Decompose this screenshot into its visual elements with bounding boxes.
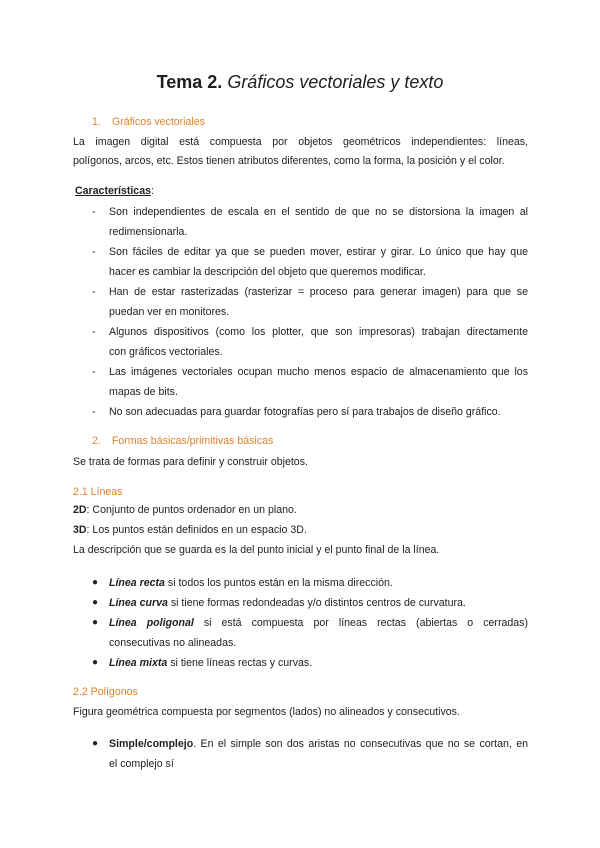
definition-3d	[73, 524, 307, 536]
title-italic: Gráficos vectoriales y texto	[227, 72, 444, 92]
feature-line2: con gráficos vectoriales.	[109, 346, 223, 358]
feature-line1: Son independientes de escala en el sentido de que no se distorsiona la imagen al	[109, 206, 528, 218]
subsection-lineas-heading: 2.1 Líneas	[73, 486, 123, 498]
dash-marker: -	[92, 286, 96, 298]
line-type-text: si todos los puntos están en la misma dirección.	[164, 577, 393, 589]
lineas-description: La descripción que se guarda es la del punto inicial y el punto final de la línea.	[73, 544, 440, 556]
section1-heading	[92, 116, 205, 128]
polygon-type-term: Simple/complejo	[109, 738, 194, 750]
line-type-text-line2: consecutivas no alineadas.	[109, 637, 237, 649]
line-type-text: si está compuesta por líneas rectas (abiertas o cerradas)	[193, 617, 528, 629]
feature-line1: Algunos dispositivos (como los plotter, que son impresoras) trabajan directamente	[109, 326, 528, 338]
section2-number: 2.	[92, 435, 101, 447]
bullet-marker: ●	[92, 577, 99, 588]
feature-line1: Son fáciles de editar ya que se pueden mover, estirar y girar. Lo único que hay que	[109, 246, 528, 258]
section2-intro: Se trata de formas para definir y construir objetos.	[73, 456, 308, 468]
poligonos-description: Figura geométrica compuesta por segmentos (lados) no alineados y consecutivos.	[73, 706, 460, 718]
definition-3d-label: 3D	[73, 524, 87, 536]
line-type-text: si tiene formas redondeadas y/o distintos centros de curvatura.	[167, 597, 466, 609]
feature-line1: Las imágenes vectoriales ocupan mucho menos espacio de almacenamiento que los	[109, 366, 528, 378]
subsection-poligonos-heading: 2.2 Polígonos	[73, 686, 138, 698]
line-type-term: Línea mixta	[109, 657, 168, 669]
definition-2d-label: 2D	[73, 504, 87, 516]
page-title	[0, 72, 600, 93]
section1-paragraph-line2: polígonos, arcos, etc. Estos tienen atributos diferentes, como la forma, la posición y el color.	[73, 155, 505, 167]
dash-marker: -	[92, 406, 96, 418]
feature-line1: No son adecuadas para guardar fotografías pero sí para trabajos de diseño gráfico.	[109, 406, 501, 418]
features-label-text: Características	[75, 185, 151, 197]
section2-heading-text: Formas básicas/primitivas básicas	[111, 435, 274, 447]
line-type-term: Línea recta	[109, 577, 165, 589]
feature-line1: Han de estar rasterizadas (rasterizar = proceso para generar imagen) para que se	[109, 286, 528, 298]
feature-line2: mapas de bits.	[109, 386, 178, 398]
dash-marker: -	[92, 246, 96, 258]
line-type-term: Línea curva	[109, 597, 168, 609]
dash-marker: -	[92, 206, 96, 218]
feature-line2: puedan ver en monitores.	[109, 306, 230, 318]
bullet-marker: ●	[92, 738, 99, 749]
section2-heading	[92, 435, 273, 447]
bullet-marker: ●	[92, 657, 99, 668]
definition-2d-text: : Conjunto de puntos ordenador en un plano.	[86, 504, 297, 516]
line-type-term: Línea poligonal	[109, 617, 194, 629]
definition-2d	[73, 504, 297, 516]
bullet-marker: ●	[92, 597, 99, 608]
section1-heading-text: Gráficos vectoriales	[111, 116, 205, 128]
features-label	[75, 185, 154, 197]
bullet-marker: ●	[92, 617, 99, 628]
dash-marker: -	[92, 366, 96, 378]
features-label-colon: :	[150, 185, 154, 197]
line-type-text: si tiene líneas rectas y curvas.	[167, 657, 313, 669]
definition-3d-text: : Los puntos están definidos en un espacio 3D.	[86, 524, 307, 536]
section1-number: 1.	[92, 116, 101, 128]
section1-paragraph-line1: La imagen digital está compuesta por objetos geométricos independientes: líneas,	[73, 136, 528, 148]
title-strong: Tema 2.	[156, 72, 223, 92]
feature-line2: redimensionarla.	[109, 226, 188, 238]
polygon-type-text-line2: el complejo sí	[109, 758, 174, 770]
feature-line2: hacer es cambiar la descripción del objeto que queremos modificar.	[109, 266, 426, 278]
dash-marker: -	[92, 326, 96, 338]
polygon-type-text: . En el simple son dos aristas no consecutivas que no se cortan, en	[193, 738, 528, 750]
